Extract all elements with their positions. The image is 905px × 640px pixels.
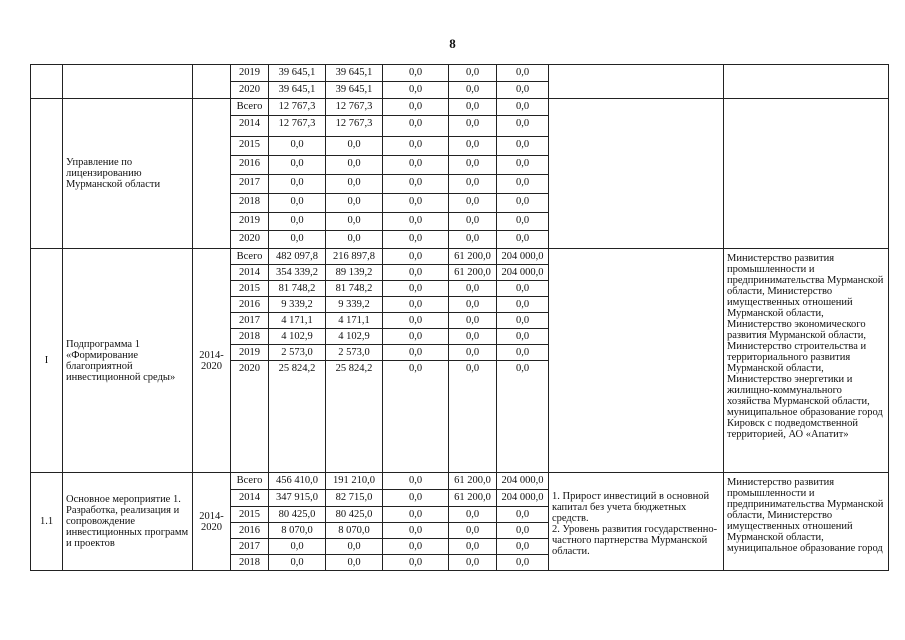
extra-budget-cell: 0,0 <box>497 361 549 473</box>
year-rows <box>231 65 549 99</box>
total-cell: 0,0 <box>269 213 326 231</box>
extra-budget-cell: 0,0 <box>497 345 549 361</box>
measure-name-cell: Подпрограмма 1 «Формирование благоприятной инвестиционной среды» <box>63 249 193 473</box>
year-cell: 2020 <box>231 231 269 249</box>
federal-budget-cell: 0,0 <box>383 65 449 82</box>
federal-budget-cell: 0,0 <box>383 297 449 313</box>
regional-budget-cell: 2 573,0 <box>326 345 383 361</box>
local-budget-cell: 0,0 <box>449 99 497 116</box>
regional-budget-cell: 39 645,1 <box>326 65 383 82</box>
local-budget-cell: 0,0 <box>449 329 497 345</box>
local-budget-cell: 0,0 <box>449 507 497 523</box>
federal-budget-cell: 0,0 <box>383 539 449 555</box>
extra-budget-cell: 204 000,0 <box>497 490 549 507</box>
extra-budget-cell: 0,0 <box>497 281 549 297</box>
table-row <box>231 265 549 281</box>
year-cell: 2016 <box>231 297 269 313</box>
table-row <box>231 156 549 175</box>
federal-budget-cell: 0,0 <box>383 265 449 281</box>
budget-table <box>30 64 889 571</box>
local-budget-cell: 0,0 <box>449 361 497 473</box>
row-index-cell: 1.1 <box>31 473 63 571</box>
row-index-cell <box>31 99 63 249</box>
total-cell: 4 171,1 <box>269 313 326 329</box>
measure-name-cell: Управление по лицензированию Мурманской области <box>63 99 193 249</box>
year-cell: 2014 <box>231 490 269 507</box>
period-cell: 2014-2020 <box>193 249 231 473</box>
year-cell: 2015 <box>231 137 269 156</box>
table-row <box>231 99 549 116</box>
year-cell: 2018 <box>231 194 269 213</box>
local-budget-cell: 0,0 <box>449 297 497 313</box>
regional-budget-cell: 4 102,9 <box>326 329 383 345</box>
federal-budget-cell: 0,0 <box>383 473 449 490</box>
year-cell: 2017 <box>231 313 269 329</box>
regional-budget-cell: 12 767,3 <box>326 99 383 116</box>
total-cell: 25 824,2 <box>269 361 326 473</box>
extra-budget-cell: 0,0 <box>497 523 549 539</box>
table-row <box>231 116 549 137</box>
total-cell: 482 097,8 <box>269 249 326 265</box>
federal-budget-cell: 0,0 <box>383 361 449 473</box>
indicators-cell: 1. Прирост инвестиций в основной капитал без учета бюджетных средств. 2. Уровень развития государственно-частного партнерства Мурманской области. <box>549 473 724 571</box>
local-budget-cell: 0,0 <box>449 523 497 539</box>
table-row <box>231 249 549 265</box>
year-cell: 2020 <box>231 361 269 473</box>
table-block <box>31 99 889 249</box>
local-budget-cell: 61 200,0 <box>449 473 497 490</box>
regional-budget-cell: 0,0 <box>326 539 383 555</box>
local-budget-cell: 0,0 <box>449 116 497 137</box>
regional-budget-cell: 0,0 <box>326 175 383 194</box>
year-cell: 2014 <box>231 265 269 281</box>
row-index-cell <box>31 65 63 99</box>
total-cell: 12 767,3 <box>269 99 326 116</box>
extra-budget-cell: 0,0 <box>497 213 549 231</box>
federal-budget-cell: 0,0 <box>383 490 449 507</box>
extra-budget-cell: 0,0 <box>497 82 549 99</box>
page-number: 8 <box>449 36 456 51</box>
federal-budget-cell: 0,0 <box>383 523 449 539</box>
local-budget-cell: 61 200,0 <box>449 265 497 281</box>
local-budget-cell: 0,0 <box>449 194 497 213</box>
extra-budget-cell: 0,0 <box>497 329 549 345</box>
extra-budget-cell: 0,0 <box>497 137 549 156</box>
table-row <box>231 65 549 82</box>
indicators-cell <box>549 249 724 473</box>
federal-budget-cell: 0,0 <box>383 329 449 345</box>
regional-budget-cell: 8 070,0 <box>326 523 383 539</box>
measure-name-cell: Основное мероприятие 1. Разработка, реализация и сопровождение инвестиционных программ и проектов <box>63 473 193 571</box>
total-cell: 9 339,2 <box>269 297 326 313</box>
year-rows <box>231 249 549 473</box>
table-row <box>231 361 549 473</box>
local-budget-cell: 0,0 <box>449 213 497 231</box>
period-cell <box>193 65 231 99</box>
regional-budget-cell: 9 339,2 <box>326 297 383 313</box>
local-budget-cell: 0,0 <box>449 175 497 194</box>
total-cell: 456 410,0 <box>269 473 326 490</box>
year-cell: 2018 <box>231 555 269 571</box>
local-budget-cell: 0,0 <box>449 137 497 156</box>
total-cell: 39 645,1 <box>269 82 326 99</box>
year-cell: 2019 <box>231 213 269 231</box>
year-rows <box>231 473 549 571</box>
regional-budget-cell: 191 210,0 <box>326 473 383 490</box>
total-cell: 2 573,0 <box>269 345 326 361</box>
executors-cell: Министерство развития промышленности и предпринимательства Мурманской области, Министерство имущественных отношений Мурманской области, муниципальное образование город <box>724 473 889 571</box>
total-cell: 80 425,0 <box>269 507 326 523</box>
period-cell <box>193 99 231 249</box>
local-budget-cell: 0,0 <box>449 281 497 297</box>
total-cell: 8 070,0 <box>269 523 326 539</box>
table-row <box>231 539 549 555</box>
indicators-cell <box>549 65 724 99</box>
local-budget-cell: 0,0 <box>449 555 497 571</box>
year-cell: Всего <box>231 99 269 116</box>
total-cell: 0,0 <box>269 175 326 194</box>
year-cell: Всего <box>231 473 269 490</box>
regional-budget-cell: 4 171,1 <box>326 313 383 329</box>
year-cell: 2017 <box>231 539 269 555</box>
year-cell: 2015 <box>231 507 269 523</box>
total-cell: 12 767,3 <box>269 116 326 137</box>
local-budget-cell: 0,0 <box>449 156 497 175</box>
year-cell: 2016 <box>231 156 269 175</box>
local-budget-cell: 0,0 <box>449 539 497 555</box>
total-cell: 0,0 <box>269 555 326 571</box>
executors-cell <box>724 99 889 249</box>
extra-budget-cell: 0,0 <box>497 507 549 523</box>
regional-budget-cell: 0,0 <box>326 231 383 249</box>
extra-budget-cell: 0,0 <box>497 297 549 313</box>
federal-budget-cell: 0,0 <box>383 555 449 571</box>
regional-budget-cell: 25 824,2 <box>326 361 383 473</box>
regional-budget-cell: 216 897,8 <box>326 249 383 265</box>
local-budget-cell: 61 200,0 <box>449 490 497 507</box>
total-cell: 0,0 <box>269 231 326 249</box>
table-row <box>231 281 549 297</box>
measure-name-cell <box>63 65 193 99</box>
table-block <box>31 473 889 571</box>
year-cell: 2015 <box>231 281 269 297</box>
extra-budget-cell: 204 000,0 <box>497 473 549 490</box>
year-cell: Всего <box>231 249 269 265</box>
extra-budget-cell: 0,0 <box>497 99 549 116</box>
extra-budget-cell: 0,0 <box>497 65 549 82</box>
regional-budget-cell: 89 139,2 <box>326 265 383 281</box>
table-row <box>231 82 549 99</box>
year-cell: 2019 <box>231 65 269 82</box>
local-budget-cell: 0,0 <box>449 313 497 329</box>
regional-budget-cell: 80 425,0 <box>326 507 383 523</box>
year-cell: 2016 <box>231 523 269 539</box>
year-cell: 2020 <box>231 82 269 99</box>
extra-budget-cell: 204 000,0 <box>497 249 549 265</box>
table-block <box>31 249 889 473</box>
federal-budget-cell: 0,0 <box>383 175 449 194</box>
federal-budget-cell: 0,0 <box>383 231 449 249</box>
year-cell: 2019 <box>231 345 269 361</box>
year-rows <box>231 99 549 249</box>
table-row <box>231 194 549 213</box>
executors-cell <box>724 65 889 99</box>
federal-budget-cell: 0,0 <box>383 82 449 99</box>
total-cell: 0,0 <box>269 137 326 156</box>
regional-budget-cell: 81 748,2 <box>326 281 383 297</box>
extra-budget-cell: 0,0 <box>497 313 549 329</box>
regional-budget-cell: 0,0 <box>326 194 383 213</box>
total-cell: 0,0 <box>269 194 326 213</box>
regional-budget-cell: 0,0 <box>326 156 383 175</box>
federal-budget-cell: 0,0 <box>383 99 449 116</box>
year-cell: 2018 <box>231 329 269 345</box>
table-row <box>231 231 549 249</box>
regional-budget-cell: 82 715,0 <box>326 490 383 507</box>
federal-budget-cell: 0,0 <box>383 345 449 361</box>
local-budget-cell: 0,0 <box>449 345 497 361</box>
local-budget-cell: 0,0 <box>449 82 497 99</box>
regional-budget-cell: 12 767,3 <box>326 116 383 137</box>
total-cell: 4 102,9 <box>269 329 326 345</box>
year-cell: 2014 <box>231 116 269 137</box>
table-row <box>231 345 549 361</box>
table-row <box>231 507 549 523</box>
total-cell: 347 915,0 <box>269 490 326 507</box>
extra-budget-cell: 204 000,0 <box>497 265 549 281</box>
federal-budget-cell: 0,0 <box>383 194 449 213</box>
total-cell: 81 748,2 <box>269 281 326 297</box>
table-row <box>231 555 549 571</box>
local-budget-cell: 61 200,0 <box>449 249 497 265</box>
extra-budget-cell: 0,0 <box>497 555 549 571</box>
extra-budget-cell: 0,0 <box>497 231 549 249</box>
regional-budget-cell: 0,0 <box>326 213 383 231</box>
table-row <box>231 137 549 156</box>
table-block <box>31 65 889 99</box>
total-cell: 354 339,2 <box>269 265 326 281</box>
extra-budget-cell: 0,0 <box>497 116 549 137</box>
federal-budget-cell: 0,0 <box>383 281 449 297</box>
table-row <box>231 297 549 313</box>
extra-budget-cell: 0,0 <box>497 194 549 213</box>
indicators-cell <box>549 99 724 249</box>
regional-budget-cell: 0,0 <box>326 137 383 156</box>
table-row <box>231 523 549 539</box>
table-row <box>231 313 549 329</box>
regional-budget-cell: 39 645,1 <box>326 82 383 99</box>
federal-budget-cell: 0,0 <box>383 313 449 329</box>
federal-budget-cell: 0,0 <box>383 137 449 156</box>
period-cell: 2014-2020 <box>193 473 231 571</box>
total-cell: 39 645,1 <box>269 65 326 82</box>
extra-budget-cell: 0,0 <box>497 156 549 175</box>
table-row <box>231 175 549 194</box>
table-row <box>231 329 549 345</box>
local-budget-cell: 0,0 <box>449 65 497 82</box>
table-row <box>231 473 549 490</box>
table-row <box>231 213 549 231</box>
extra-budget-cell: 0,0 <box>497 539 549 555</box>
regional-budget-cell: 0,0 <box>326 555 383 571</box>
row-index-cell: I <box>31 249 63 473</box>
federal-budget-cell: 0,0 <box>383 156 449 175</box>
federal-budget-cell: 0,0 <box>383 249 449 265</box>
extra-budget-cell: 0,0 <box>497 175 549 194</box>
federal-budget-cell: 0,0 <box>383 213 449 231</box>
executors-cell: Министерство развития промышленности и предпринимательства Мурманской области, Министерство имущественных отношений Мурманской области, Министерство экономического развития Мурманской области, Министерство строительства и территориального развития Мурманской области, Министерство энергетики и жилищно-коммунального хозяйства Мурманской области, муниципальное образование город Кировск с подведомственной территорией, АО «Апатит» <box>724 249 889 473</box>
federal-budget-cell: 0,0 <box>383 116 449 137</box>
local-budget-cell: 0,0 <box>449 231 497 249</box>
table-row <box>231 490 549 507</box>
year-cell: 2017 <box>231 175 269 194</box>
total-cell: 0,0 <box>269 156 326 175</box>
total-cell: 0,0 <box>269 539 326 555</box>
federal-budget-cell: 0,0 <box>383 507 449 523</box>
